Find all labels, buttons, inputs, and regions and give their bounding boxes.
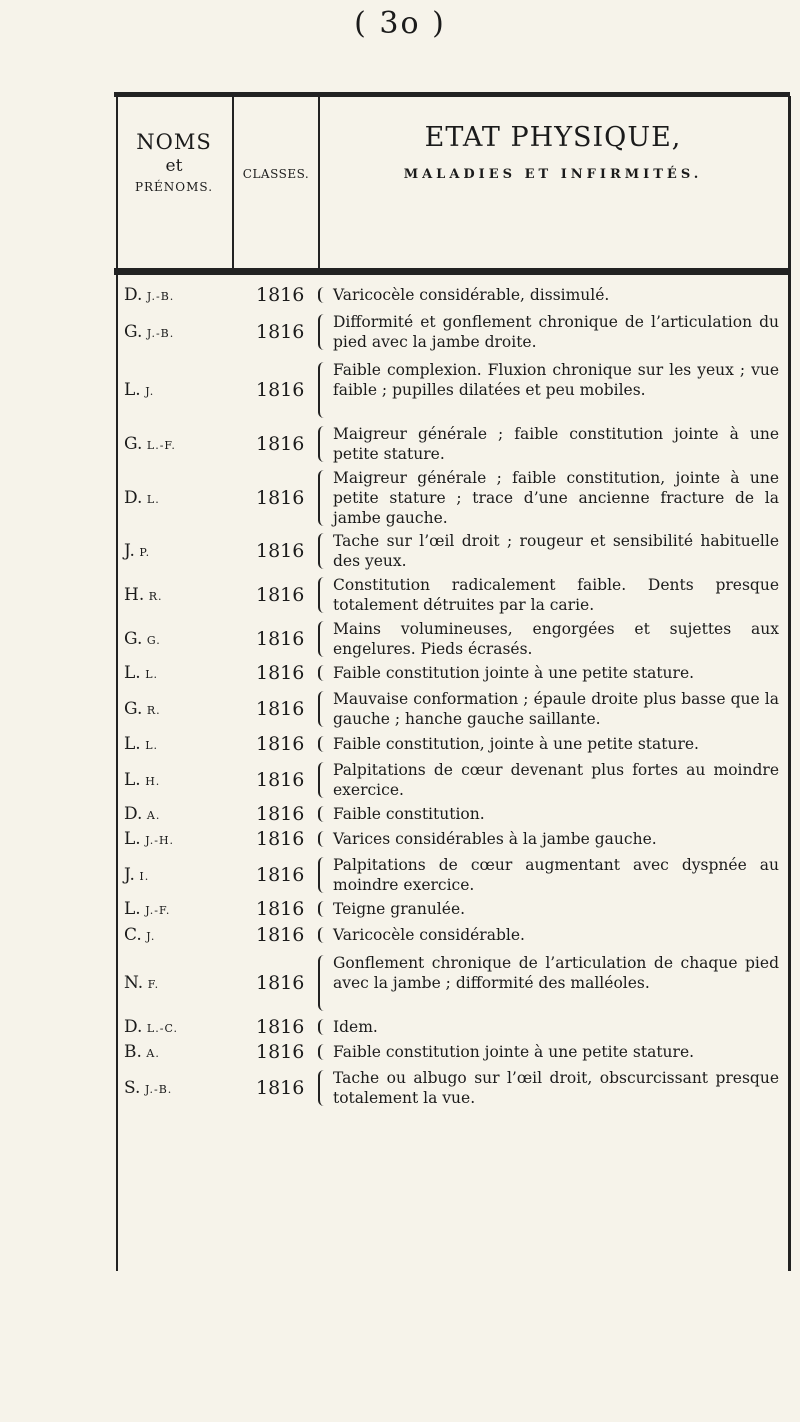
class-year: 1816 bbox=[256, 733, 305, 755]
name-initial: L. bbox=[124, 770, 141, 790]
person-name bbox=[124, 541, 150, 561]
class-year: 1816 bbox=[256, 662, 305, 684]
bracket-mark bbox=[318, 806, 328, 822]
class-year: 1816 bbox=[256, 379, 305, 401]
person-name bbox=[124, 488, 160, 508]
bracket-mark bbox=[318, 736, 328, 752]
condition-description: Gonflement chronique de l’articulation de chaque pied avec la jambe ; difformité des malléoles. bbox=[333, 954, 779, 992]
class-year: 1816 bbox=[256, 803, 305, 825]
name-initial: L. bbox=[124, 734, 141, 754]
person-name bbox=[124, 699, 161, 719]
person-name bbox=[124, 1078, 172, 1098]
name-initial: D. bbox=[124, 285, 143, 305]
header-noms-line1: NOMS bbox=[136, 130, 212, 154]
person-name bbox=[124, 973, 159, 993]
condition-description: Faible complexion. Fluxion chronique sur les yeux ; vue faible ; pupilles dilatées et peu mobiles. bbox=[333, 361, 779, 399]
name-initial: S. bbox=[124, 1078, 141, 1098]
name-initial: J. bbox=[124, 865, 135, 885]
header-etat bbox=[320, 122, 786, 182]
bracket-mark bbox=[318, 927, 328, 943]
name-initial: D. bbox=[124, 1017, 143, 1037]
name-given: H. bbox=[140, 775, 161, 788]
condition-description: Constitution radicalement faible. Dents presque totalement détruites par la carie. bbox=[333, 576, 779, 614]
condition-description: Varices considérables à la jambe gauche. bbox=[333, 830, 657, 848]
person-name bbox=[124, 734, 158, 754]
person-name bbox=[124, 285, 174, 305]
header-rule bbox=[114, 268, 790, 275]
name-initial: B. bbox=[124, 1042, 142, 1062]
class-year: 1816 bbox=[256, 924, 305, 946]
header-noms-line3: PRÉNOMS. bbox=[134, 180, 214, 194]
bracket-mark bbox=[318, 955, 328, 1011]
name-initial: H. bbox=[124, 585, 145, 605]
bracket-mark bbox=[318, 287, 328, 303]
name-given: J.-H. bbox=[140, 834, 175, 847]
class-year: 1816 bbox=[256, 540, 305, 562]
condition-description: Maigreur générale ; faible constitution, jointe à une petite stature ; trace d’une ancienne fracture de la jambe gauche. bbox=[333, 469, 779, 527]
person-name bbox=[124, 899, 170, 919]
name-given: L.-C. bbox=[142, 1022, 178, 1035]
person-name bbox=[124, 585, 163, 605]
header-classes: CLASSES. bbox=[242, 167, 310, 181]
bracket-mark bbox=[318, 577, 328, 613]
condition-description: Palpitations de cœur devenant plus fortes au moindre exercice. bbox=[333, 761, 779, 799]
condition-description: Idem. bbox=[333, 1018, 378, 1036]
bracket-mark bbox=[318, 1070, 328, 1106]
name-initial: C. bbox=[124, 925, 142, 945]
bracket-mark bbox=[318, 1044, 328, 1060]
condition-description: Faible constitution. bbox=[333, 805, 485, 823]
condition-description: Palpitations de cœur augmentant avec dyspnée au moindre exercice. bbox=[333, 856, 779, 894]
bracket-mark bbox=[318, 762, 328, 798]
condition-description: Maigreur générale ; faible constitution jointe à une petite stature. bbox=[333, 425, 779, 463]
header-etat-subtitle: MALADIES ET INFIRMITÉS. bbox=[403, 167, 703, 182]
class-year: 1816 bbox=[256, 1016, 305, 1038]
person-name bbox=[124, 629, 161, 649]
name-given: J. bbox=[140, 385, 155, 398]
condition-description: Mauvaise conformation ; épaule droite plus basse que la gauche ; hanche gauche saillante. bbox=[333, 690, 779, 728]
condition-description: Mains volumineuses, engorgées et sujettes aux engelures. Pieds écrasés. bbox=[333, 620, 779, 658]
bracket-mark bbox=[318, 533, 328, 569]
person-name bbox=[124, 380, 154, 400]
person-name bbox=[124, 829, 174, 849]
name-given: J.-B. bbox=[140, 1083, 173, 1096]
condition-description: Varicocèle considérable, dissimulé. bbox=[333, 286, 610, 304]
name-given: R. bbox=[142, 704, 161, 717]
name-given: J. bbox=[141, 930, 156, 943]
bracket-mark bbox=[318, 665, 328, 681]
name-given: L. bbox=[140, 739, 159, 752]
class-year: 1816 bbox=[256, 284, 305, 306]
class-year: 1816 bbox=[256, 1077, 305, 1099]
name-given: G. bbox=[142, 634, 161, 647]
page-number: ( 3o ) bbox=[354, 6, 446, 41]
class-year: 1816 bbox=[256, 898, 305, 920]
person-name bbox=[124, 1042, 160, 1062]
name-initial: L. bbox=[124, 899, 141, 919]
name-initial: J. bbox=[124, 541, 135, 561]
class-year: 1816 bbox=[256, 433, 305, 455]
person-name bbox=[124, 865, 149, 885]
person-name bbox=[124, 925, 155, 945]
header-separator bbox=[232, 96, 234, 268]
condition-description: Faible constitution jointe à une petite stature. bbox=[333, 664, 695, 682]
condition-description: Tache ou albugo sur l’œil droit, obscurcissant presque totalement la vue. bbox=[333, 1069, 779, 1107]
class-year: 1816 bbox=[256, 972, 305, 994]
class-year: 1816 bbox=[256, 698, 305, 720]
name-given: L. bbox=[140, 668, 159, 681]
bracket-mark bbox=[318, 901, 328, 917]
header-noms bbox=[116, 130, 232, 194]
bracket-mark bbox=[318, 831, 328, 847]
class-year: 1816 bbox=[256, 321, 305, 343]
name-given: R. bbox=[144, 590, 163, 603]
condition-description: Faible constitution, jointe à une petite stature. bbox=[333, 735, 699, 753]
name-given: I. bbox=[134, 870, 150, 883]
bracket-mark bbox=[318, 426, 328, 462]
name-initial: D. bbox=[124, 488, 143, 508]
name-given: A. bbox=[142, 809, 161, 822]
class-year: 1816 bbox=[256, 828, 305, 850]
class-year: 1816 bbox=[256, 1041, 305, 1063]
person-name bbox=[124, 434, 176, 454]
name-initial: D. bbox=[124, 804, 143, 824]
condition-description: Tache sur l’œil droit ; rougeur et sensibilité habituelle des yeux. bbox=[333, 532, 779, 570]
bracket-mark bbox=[318, 857, 328, 893]
name-given: A. bbox=[141, 1047, 160, 1060]
class-year: 1816 bbox=[256, 628, 305, 650]
bracket-mark bbox=[318, 691, 328, 727]
person-name bbox=[124, 663, 158, 683]
header-noms-line2: et bbox=[165, 156, 183, 176]
name-given: F. bbox=[143, 978, 160, 991]
name-given: J.-F. bbox=[140, 904, 171, 917]
bracket-mark bbox=[318, 621, 328, 657]
person-name bbox=[124, 322, 174, 342]
name-given: P. bbox=[134, 546, 151, 559]
class-year: 1816 bbox=[256, 864, 305, 886]
name-initial: G. bbox=[124, 629, 143, 649]
name-initial: L. bbox=[124, 663, 141, 683]
class-year: 1816 bbox=[256, 487, 305, 509]
person-name bbox=[124, 804, 160, 824]
name-initial: L. bbox=[124, 829, 141, 849]
name-initial: G. bbox=[124, 699, 143, 719]
bracket-mark bbox=[318, 470, 328, 526]
name-initial: G. bbox=[124, 322, 143, 342]
condition-description: Faible constitution jointe à une petite stature. bbox=[333, 1043, 695, 1061]
class-year: 1816 bbox=[256, 584, 305, 606]
header-etat-title: ETAT PHYSIQUE, bbox=[424, 122, 682, 153]
condition-description: Difformité et gonflement chronique de l’articulation du pied avec la jambe droite. bbox=[333, 313, 779, 351]
name-given: J.-B. bbox=[142, 290, 175, 303]
name-initial: N. bbox=[124, 973, 144, 993]
condition-description: Varicocèle considérable. bbox=[333, 926, 525, 944]
person-name bbox=[124, 1017, 178, 1037]
class-year: 1816 bbox=[256, 769, 305, 791]
name-given: J.-B. bbox=[142, 327, 175, 340]
bracket-mark bbox=[318, 362, 328, 418]
name-given: L. bbox=[142, 493, 160, 506]
person-name bbox=[124, 770, 160, 790]
bracket-mark bbox=[318, 1019, 328, 1035]
name-initial: G. bbox=[124, 434, 143, 454]
name-initial: L. bbox=[124, 380, 141, 400]
bracket-mark bbox=[318, 314, 328, 350]
condition-description: Teigne granulée. bbox=[333, 900, 466, 918]
name-given: L.-F. bbox=[142, 439, 176, 452]
